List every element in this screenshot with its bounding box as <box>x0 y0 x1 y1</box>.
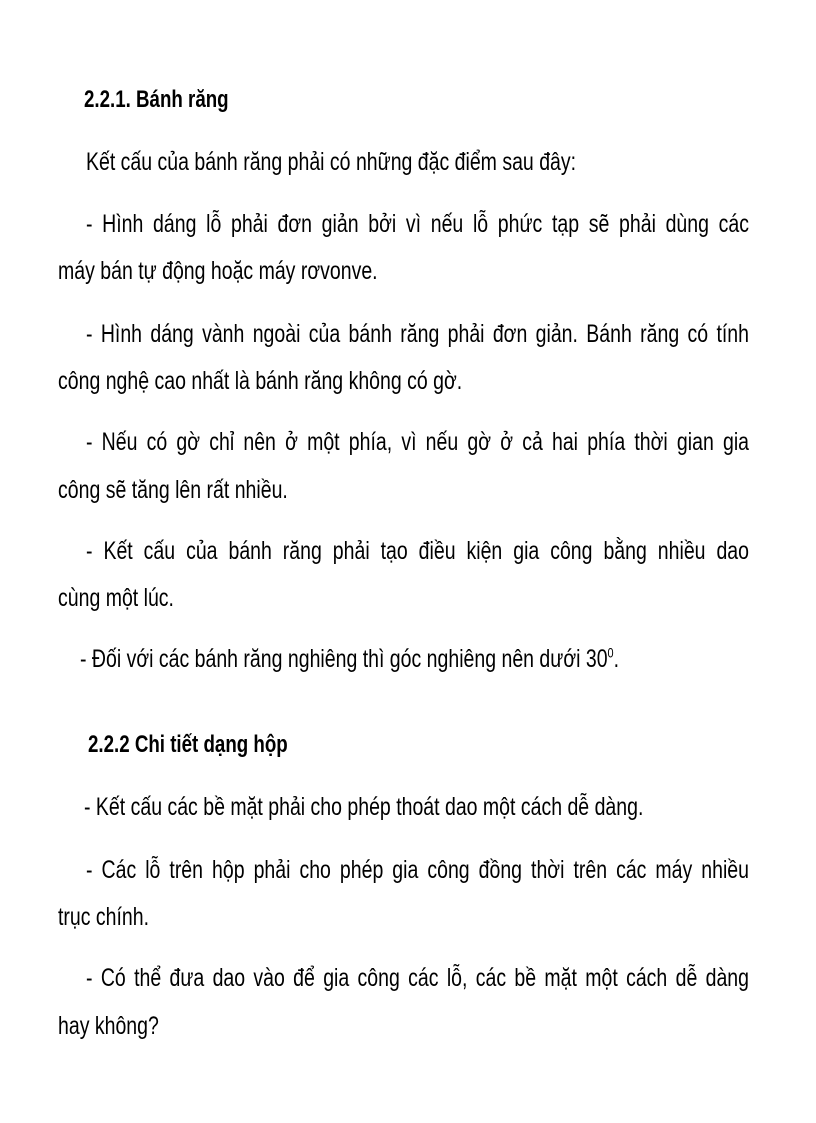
intro-paragraph: Kết cấu của bánh răng phải có những đặc điểm sau đây: <box>86 148 577 176</box>
paragraph-line: cùng một lúc. <box>58 584 174 612</box>
paragraph-line: công nghệ cao nhất là bánh răng không có gờ. <box>58 367 463 395</box>
paragraph-line <box>86 428 749 457</box>
paragraph-line: công sẽ tăng lên rất nhiều. <box>58 476 288 504</box>
paragraph-end: . <box>613 645 620 673</box>
paragraph-line <box>80 645 619 674</box>
paragraph-line: trục chính. <box>58 903 150 931</box>
paragraph-line <box>86 964 749 993</box>
paragraph-line <box>86 537 749 566</box>
section-heading-banh-rang: 2.2.1. Bánh răng <box>84 86 229 113</box>
section-heading-chi-tiet-dang-hop: 2.2.2 Chi tiết dạng hộp <box>88 731 288 758</box>
paragraph-line <box>86 320 749 349</box>
paragraph-text: - Nếu có gờ chỉ nên ở một phía, vì nếu gờ ở cả hai phía thời gian gia <box>86 428 749 456</box>
paragraph-text: - Đối với các bánh răng nghiêng thì góc nghiêng nên dưới 30 <box>80 645 608 673</box>
paragraph-line: - Kết cấu các bề mặt phải cho phép thoát dao một cách dễ dàng. <box>84 793 644 821</box>
paragraph-line <box>86 210 749 239</box>
degree-superscript: 0 <box>607 644 614 661</box>
paragraph-text: - Kết cấu của bánh răng phải tạo điều kiện gia công bằng nhiều dao <box>86 537 749 565</box>
paragraph-line <box>86 856 749 885</box>
paragraph-text: - Có thể đưa dao vào để gia công các lỗ, các bề mặt một cách dễ dàng <box>86 964 749 992</box>
paragraph-text: - Hình dáng vành ngoài của bánh răng phải đơn giản. Bánh răng có tính <box>86 320 749 348</box>
paragraph-text: - Các lỗ trên hộp phải cho phép gia công đồng thời trên các máy nhiều <box>86 856 749 884</box>
paragraph-line: máy bán tự động hoặc máy rơvonve. <box>58 257 378 285</box>
paragraph-text: - Hình dáng lỗ phải đơn giản bởi vì nếu lỗ phức tạp sẽ phải dùng các <box>86 210 749 238</box>
paragraph-line: hay không? <box>58 1012 159 1040</box>
